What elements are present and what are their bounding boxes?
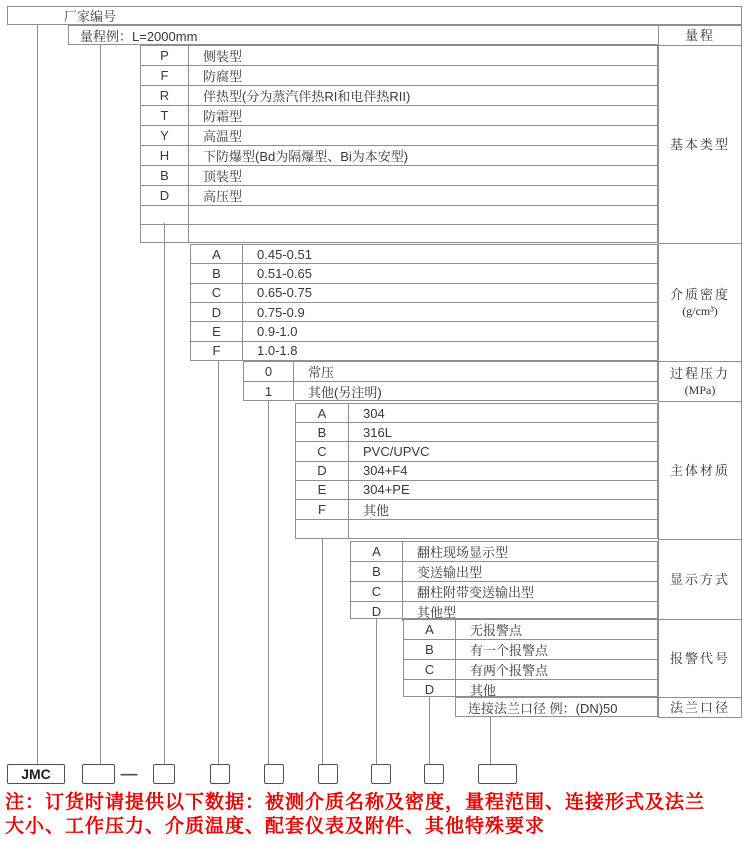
code-cell: B — [296, 423, 349, 441]
connector-line — [376, 619, 377, 764]
code-row — [296, 462, 657, 481]
desc-cell: 0.75-0.9 — [257, 304, 305, 320]
side-label-text: 报警代号 — [669, 651, 730, 666]
code-row — [141, 146, 657, 166]
code-row — [296, 500, 657, 520]
code-row — [351, 562, 657, 582]
side-label-text: 显示方式 — [669, 572, 730, 587]
code-cell: H — [141, 146, 189, 165]
code-cell: D — [404, 680, 456, 699]
code-row — [244, 382, 657, 401]
code-row — [296, 520, 657, 538]
range-example-cell — [68, 25, 658, 45]
side-label-range — [659, 26, 741, 46]
code-cell: 1 — [244, 382, 294, 401]
section-alarm-code — [403, 619, 658, 697]
side-label-material — [659, 402, 741, 540]
code-row — [141, 186, 657, 206]
connector-line — [100, 45, 101, 764]
code-cell: A — [296, 404, 349, 422]
side-label-basic-type — [659, 46, 741, 244]
connector-line — [490, 717, 491, 764]
desc-cell: 0.45-0.51 — [257, 246, 312, 262]
desc-cell: 316L — [363, 424, 392, 440]
code-cell: C — [351, 582, 403, 601]
desc-cell: 无报警点 — [470, 623, 523, 638]
side-label-unit: (MPa) — [684, 382, 716, 397]
code-cell: A — [351, 542, 403, 561]
code-cell: C — [191, 284, 243, 302]
code-row — [141, 86, 657, 106]
flange-size-cell — [455, 697, 658, 717]
desc-cell: 其他(另注明) — [308, 385, 382, 400]
desc-cell: 0.51-0.65 — [257, 265, 312, 281]
desc-cell: PVC/UPVC — [363, 443, 430, 459]
code-row — [141, 166, 657, 186]
desc-cell: 防腐型 — [203, 69, 243, 84]
code-row — [191, 245, 657, 264]
side-label-text: 主体材质 — [669, 463, 730, 478]
code-row — [244, 362, 657, 382]
code-row — [404, 640, 657, 660]
order-note-line2: 大小、工作压力、介质温度、配套仪表及附件、其他特殊要求 — [5, 816, 546, 837]
code-cell — [141, 206, 189, 224]
range-example-text: 量程例：L=2000mm — [80, 28, 198, 44]
desc-cell: 高压型 — [203, 189, 243, 204]
side-label-flange-size — [659, 698, 741, 718]
code-cell: 0 — [244, 362, 294, 381]
desc-cell: 其他型 — [417, 605, 457, 620]
code-row — [351, 582, 657, 602]
connector-line — [218, 360, 219, 764]
blank-code-box — [371, 764, 391, 784]
code-row — [404, 660, 657, 680]
code-cell: R — [141, 86, 189, 105]
connector-line — [164, 223, 165, 764]
side-label-density — [659, 244, 741, 362]
code-row — [296, 404, 657, 423]
connector-line — [429, 697, 430, 764]
connector-line — [268, 401, 269, 764]
code-row — [296, 423, 657, 442]
section-basic-type — [140, 45, 658, 243]
desc-cell: 其他 — [470, 683, 497, 698]
desc-cell: 304+PE — [363, 482, 410, 498]
section-pressure — [243, 361, 658, 401]
side-label-text: 基本类型 — [669, 137, 730, 152]
code-cell: P — [141, 46, 189, 65]
blank-code-box — [264, 764, 284, 784]
blank-code-box — [318, 764, 338, 784]
side-label-display-mode — [659, 540, 741, 620]
code-cell: B — [191, 264, 243, 282]
code-row — [141, 206, 657, 225]
blank-code-box — [82, 764, 115, 784]
code-cell — [296, 520, 349, 538]
desc-cell: 有一个报警点 — [470, 643, 549, 658]
side-label-column — [658, 25, 742, 718]
desc-cell: 侧装型 — [203, 49, 243, 64]
desc-cell: 翻柱现场显示型 — [417, 545, 509, 560]
desc-cell: 防霜型 — [203, 109, 243, 124]
code-cell — [141, 225, 189, 243]
desc-cell: 顶装型 — [203, 169, 243, 184]
code-row — [404, 620, 657, 640]
desc-cell: 翻柱附带变送输出型 — [417, 585, 535, 600]
connector-line — [37, 25, 38, 764]
side-label-text: 量程 — [684, 28, 715, 43]
code-row — [351, 542, 657, 562]
blank-code-box — [153, 764, 175, 784]
code-cell: A — [404, 620, 456, 639]
code-cell: T — [141, 106, 189, 125]
code-cell: D — [141, 186, 189, 205]
blank-code-box — [424, 764, 444, 784]
code-row — [141, 66, 657, 86]
desc-cell: 常压 — [308, 365, 335, 380]
code-row — [141, 126, 657, 146]
code-cell: C — [296, 442, 349, 460]
model-prefix-label: JMC — [21, 766, 51, 782]
side-label-alarm-code — [659, 620, 741, 698]
code-cell: E — [296, 481, 349, 499]
code-cell: D — [191, 303, 243, 321]
desc-cell: 1.0-1.8 — [257, 343, 298, 359]
manufacturer-code-cell — [7, 6, 742, 25]
desc-cell: 0.9-1.0 — [257, 323, 298, 339]
desc-cell: 其他 — [363, 502, 390, 518]
code-row — [296, 481, 657, 500]
model-dash — [119, 764, 139, 784]
blank-code-box — [478, 764, 517, 784]
code-row — [141, 46, 657, 66]
desc-cell: 变送输出型 — [417, 565, 483, 580]
section-display-mode — [350, 541, 658, 619]
desc-cell: 高温型 — [203, 129, 243, 144]
section-density — [190, 244, 658, 361]
code-cell: F — [296, 500, 349, 519]
desc-cell — [349, 520, 657, 538]
code-cell: F — [191, 342, 243, 360]
connector-line — [322, 539, 323, 764]
blank-code-box — [210, 764, 230, 784]
order-note — [5, 791, 750, 839]
code-cell: B — [141, 166, 189, 185]
code-cell: D — [351, 602, 403, 621]
desc-cell: 0.65-0.75 — [257, 285, 312, 301]
code-row — [191, 264, 657, 283]
section-material — [295, 403, 658, 539]
code-row — [141, 225, 657, 243]
side-label-unit: (g/cm³) — [682, 303, 718, 318]
code-cell: E — [191, 322, 243, 340]
code-cell: A — [191, 245, 243, 263]
desc-cell: 下防爆型(Bd为隔爆型、Bi为本安型) — [203, 149, 409, 164]
code-cell: F — [141, 66, 189, 85]
manufacturer-code-label: 厂家编号 — [64, 9, 117, 24]
side-label-text: 过程压力 — [669, 365, 730, 381]
code-row — [296, 442, 657, 461]
code-cell: C — [404, 660, 456, 679]
desc-cell — [189, 225, 657, 243]
desc-cell: 有两个报警点 — [470, 663, 549, 678]
flange-size-text: 连接法兰口径 例：(DN)50 — [468, 700, 618, 716]
side-label-text: 法兰口径 — [669, 700, 730, 715]
code-row — [191, 342, 657, 360]
order-note-line1: 注：订货时请提供以下数据：被测介质名称及密度，量程范围、连接形式及法兰 — [5, 792, 706, 813]
side-label-text: 介质密度 — [669, 286, 730, 302]
code-cell: B — [404, 640, 456, 659]
code-row — [191, 322, 657, 341]
code-row — [191, 284, 657, 303]
desc-cell: 304+F4 — [363, 463, 408, 479]
desc-cell — [189, 206, 657, 224]
model-prefix-box — [7, 764, 65, 784]
desc-cell: 304 — [363, 405, 385, 421]
code-cell: B — [351, 562, 403, 581]
model-dash-glyph: — — [120, 764, 138, 783]
code-cell: D — [296, 462, 349, 480]
code-cell: Y — [141, 126, 189, 145]
code-row — [191, 303, 657, 322]
desc-cell: 伴热型(分为蒸汽伴热RI和电伴热RII) — [203, 89, 411, 104]
code-row — [141, 106, 657, 126]
side-label-pressure — [659, 362, 741, 402]
